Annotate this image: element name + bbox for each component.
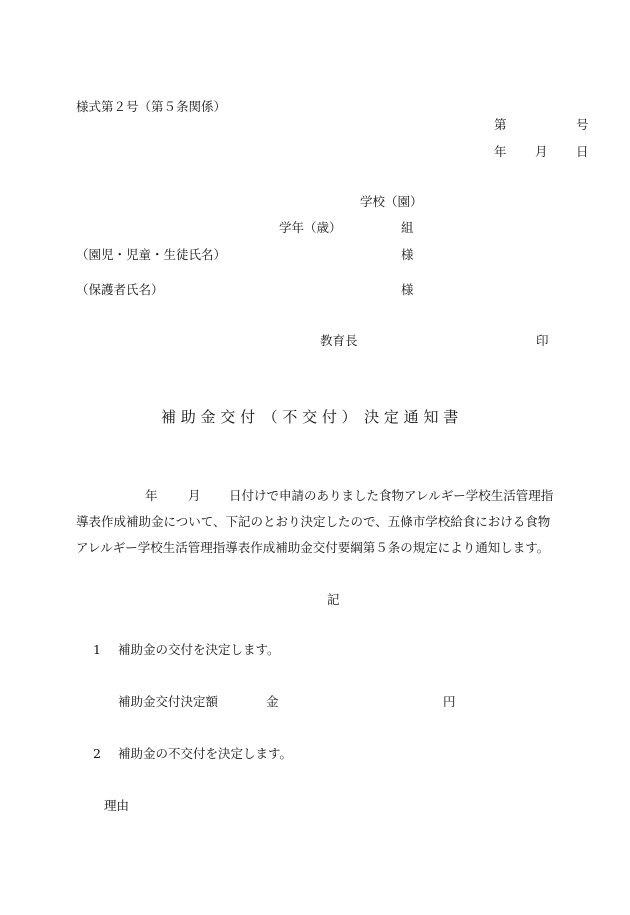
- student-name-label: （園児・児童・生徒氏名）: [76, 247, 227, 262]
- item2-number: 2: [93, 746, 101, 761]
- date-day: 日: [576, 144, 589, 159]
- amount-kin: 金: [266, 694, 279, 709]
- grade-year-label: 学年（歳）: [279, 220, 342, 235]
- item1-number: 1: [93, 642, 101, 657]
- item2-text: 補助金の不交付を決定します。: [118, 746, 293, 761]
- body-month: 月: [188, 488, 201, 503]
- school-label: 学校（園）: [360, 194, 423, 209]
- document-title: 補 助 金 交 付 （ 不 交 付 ） 決 定 通 知 書: [161, 408, 459, 426]
- body-line3: アレルギー学校生活管理指導表作成補助金交付要綱第５条の規定により通知します。: [76, 540, 550, 555]
- date-month: 月: [535, 144, 548, 159]
- amount-yen: 円: [443, 694, 456, 709]
- date-year: 年: [494, 144, 507, 159]
- form-label: 様式第２号（第５条関係）: [76, 99, 227, 114]
- ki-heading: 記: [327, 592, 340, 607]
- item1-text: 補助金の交付を決定します。: [118, 642, 280, 657]
- guardian-name-label: （保護者氏名）: [76, 282, 164, 297]
- amount-label: 補助金交付決定額: [118, 694, 219, 709]
- body-year: 年: [145, 488, 158, 503]
- guardian-honorific: 様: [401, 282, 414, 297]
- reason-label: 理由: [104, 798, 130, 813]
- body-line1: 日付けで申請のありました食物アレルギー学校生活管理指: [229, 488, 554, 503]
- student-honorific: 様: [401, 247, 414, 262]
- body-line2: 導表作成補助金について、下記のとおり決定したので、五條市学校給食における食物: [76, 514, 551, 529]
- doc-number-prefix: 第: [494, 117, 507, 132]
- seal-mark: 印: [536, 333, 549, 348]
- issuer-title: 教育長: [320, 333, 358, 348]
- grade-class-label: 組: [401, 220, 414, 235]
- doc-number-suffix: 号: [576, 117, 589, 132]
